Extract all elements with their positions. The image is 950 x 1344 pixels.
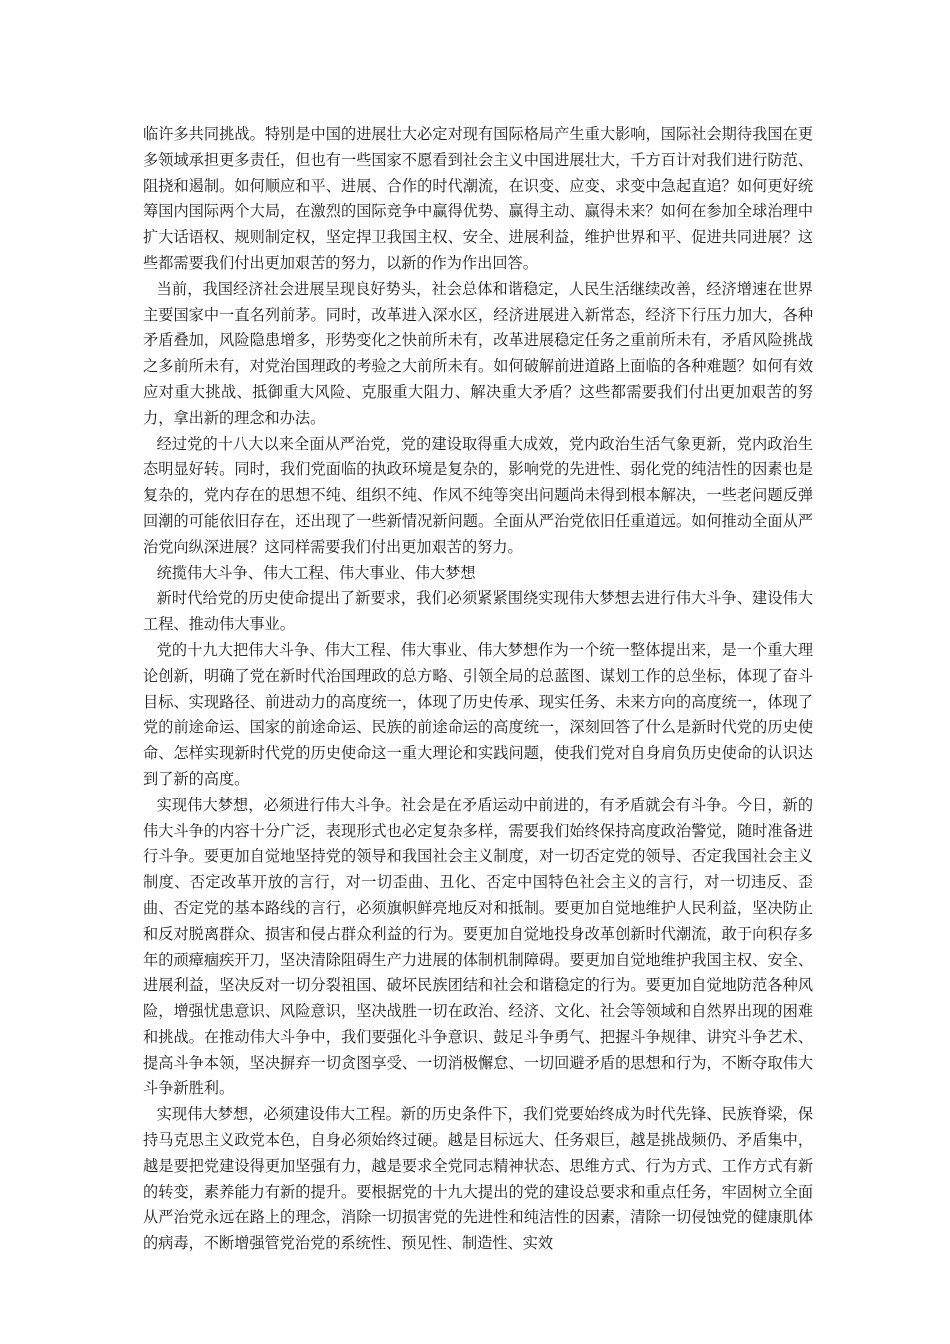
paragraph-7: 实现伟大梦想，必须进行伟大斗争。社会是在矛盾运动中前进的，有矛盾就会有斗争。今日，新的伟大斗争的内容十分广泛，表现形式也必定复杂多样，需要我们始终保持高度政治警觉，随时准备进行斗争。要更加自觉地坚持党的领导和我国社会主义制度，对一切否定党的领导、否定我国社会主义制度、否定改革开放的言行，对一切歪曲、丑化、否定中国特色社会主义的言行，对一切违反、歪曲、否定党的基本路线的言行，必须旗帜鲜亮地反对和抵制。要更加自觉地维护人民利益，坚决防止和反对脱离群众、损害和侵占群众利益的行为。要更加自觉地投身改革创新时代潮流，敢于向积存多年的顽瘴痼疾开刀，坚决清除阻碍生产力进展的体制机制障碍。要更加自觉地维护我国主权、安全、进展利益，坚决反对一切分裂祖国、破坏民族团结和社会和谐稳定的行为。要更加自觉地防范各种风险，增强忧患意识、风险意识，坚决战胜一切在政治、经济、文化、社会等领域和自然界出现的困难和挑战。在推动伟大斗争中，我们要强化斗争意识、鼓足斗争勇气、把握斗争规律、讲究斗争艺术、提高斗争本领，坚决摒弃一切贪图享受、一切消极懈怠、一切回避矛盾的思想和行为，不断夺取伟大斗争新胜利。 [143,795,813,1098]
paragraph-5: 新时代给党的历史使命提出了新要求，我们必须紧紧围绕实现伟大梦想去进行伟大斗争、建设伟大工程、推动伟大事业。 [143,589,813,634]
section-heading: 统揽伟大斗争、伟大工程、伟大事业、伟大梦想 [156,563,476,582]
paragraph-2: 当前，我国经济社会进展呈现良好势头，社会总体和谐稳定，人民生活继续改善，经济增速在世界主要国家中一直名列前茅。同时，改革进入深水区，经济进展进入新常态，经济下行压力加大，各种矛盾叠加，风险隐患增多，形势变化之快前所未有，改革进展稳定任务之重前所未有，矛盾风险挑战之多前所未有，对党治国理政的考验之大前所未有。如何破解前进道路上面临的各种难题？如何有效应对重大挑战、抵御重大风险、克服重大阻力、解决重大矛盾？这些都需要我们付出更加艰苦的努力，拿出新的理念和办法。 [143,279,813,427]
paragraph-6: 党的十九大把伟大斗争、伟大工程、伟大事业、伟大梦想作为一个统一整体提出来，是一个重大理论创新，明确了党在新时代治国理政的总方略、引领全局的总蓝图、谋划工作的总坐标，体现了奋斗目标、实现路径、前进动力的高度统一，体现了历史传承、现实任务、未来方向的高度统一，体现了党的前途命运、国家的前途命运、民族的前途命运的高度统一，深刻回答了什么是新时代党的历史使命、怎样实现新时代党的历史使命这一重大理论和实践问题，使我们党对自身肩负历史使命的认识达到了新的高度。 [143,640,813,788]
paragraph-3: 经过党的十八大以来全面从严治党，党的建设取得重大成效，党内政治生活气象更新，党内政治生态明显好转。同时，我们党面临的执政环境是复杂的，影响党的先进性、弱化党的纯洁性的因素也是复杂的，党内存在的思想不纯、组织不纯、作风不纯等突出问题尚未得到根本解决，一些老问题反弹回潮的可能依旧存在，还出现了一些新情况新问题。全面从严治党依旧任重道远。如何推动全面从严治党向纵深进展？这同样需要我们付出更加艰苦的努力。 [143,434,813,556]
paragraph-8: 实现伟大梦想，必须建设伟大工程。新的历史条件下，我们党要始终成为时代先锋、民族脊梁，保持马克思主义政党本色，自身必须始终过硬。越是目标远大、任务艰巨，越是挑战频仍、矛盾集中，越是要把党建设得更加坚强有力，越是要求全党同志精神状态、思维方式、行为方式、工作方式有新的转变，素养能力有新的提升。要根据党的十九大提出的党的建设总要求和重点任务，牢固树立全面从严治党永远在路上的理念，消除一切损害党的先进性和纯洁性的因素，清除一切侵蚀党的健康肌体的病毒，不断增强管党治党的系统性、预见性、制造性、实效 [143,1105,813,1253]
document-page [143,122,813,1257]
paragraph-1: 临许多共同挑战。特别是中国的进展壮大必定对现有国际格局产生重大影响，国际社会期待我国在更多领域承担更多责任，但也有一些国家不愿看到社会主义中国进展壮大，千方百计对我们进行防范、阻挠和遏制。如何顺应和平、进展、合作的时代潮流，在识变、应变、求变中急起直追？如何更好统筹国内国际两个大局，在激烈的国际竞争中赢得优势、赢得主动、赢得未来？如何在参加全球治理中扩大话语权、规则制定权，坚定捍卫我国主权、安全、进展利益，维护世界和平、促进共同进展？这些都需要我们付出更加艰苦的努力，以新的作为作出回答。 [143,125,813,272]
